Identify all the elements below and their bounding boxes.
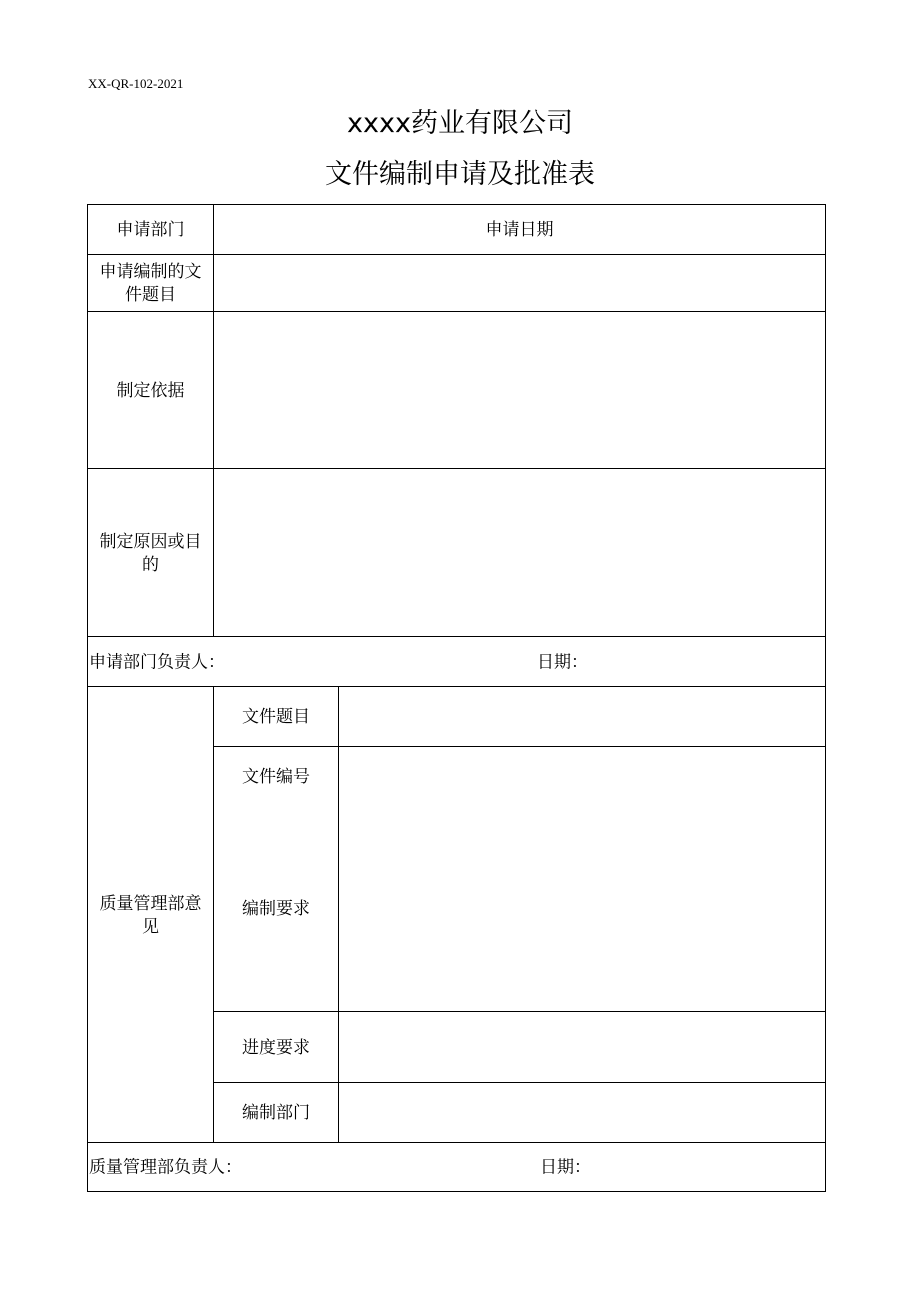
qa-compile-dept-field <box>339 1083 825 1143</box>
qa-schedule-label: 进度要求 <box>214 1012 339 1083</box>
apply-dept-label: 申请部门 <box>88 205 214 255</box>
apply-doc-title-label: 申请编制的文件题目 <box>88 255 214 312</box>
qa-number-requirements-cell <box>214 747 339 1012</box>
qa-compile-dept-label: 编制部门 <box>214 1083 339 1143</box>
apply-date-label: 申请日期 <box>214 205 825 255</box>
qa-head-label: 质量管理部负责人： <box>89 1157 242 1177</box>
basis-label: 制定依据 <box>88 312 214 469</box>
form-title: 文件编制申请及批准表 <box>325 159 595 190</box>
document-number: XX-QR-102-2021 <box>88 76 184 91</box>
qa-head-date-label: 日期： <box>540 1157 591 1177</box>
dept-head-date-label: 日期： <box>537 652 588 671</box>
qa-doc-number-label: 文件编号 <box>242 767 310 786</box>
qa-requirements-label: 编制要求 <box>242 899 310 918</box>
application-form-table <box>87 204 826 1192</box>
qa-doc-title-field <box>339 687 825 747</box>
qa-number-requirements-field <box>339 747 825 1012</box>
reason-field <box>214 469 825 637</box>
company-name: xxxx药业有限公司 <box>347 108 573 139</box>
reason-label: 制定原因或目的 <box>88 469 214 637</box>
qa-schedule-field <box>339 1012 825 1083</box>
basis-field <box>214 312 825 469</box>
dept-head-label: 申请部门负责人： <box>89 652 225 671</box>
qa-opinion-label: 质量管理部意见 <box>88 687 214 1143</box>
qa-doc-title-label: 文件题目 <box>214 687 339 747</box>
qa-head-signature-row <box>88 1143 825 1191</box>
apply-doc-title-field <box>214 255 825 312</box>
dept-head-signature-row <box>88 637 825 687</box>
